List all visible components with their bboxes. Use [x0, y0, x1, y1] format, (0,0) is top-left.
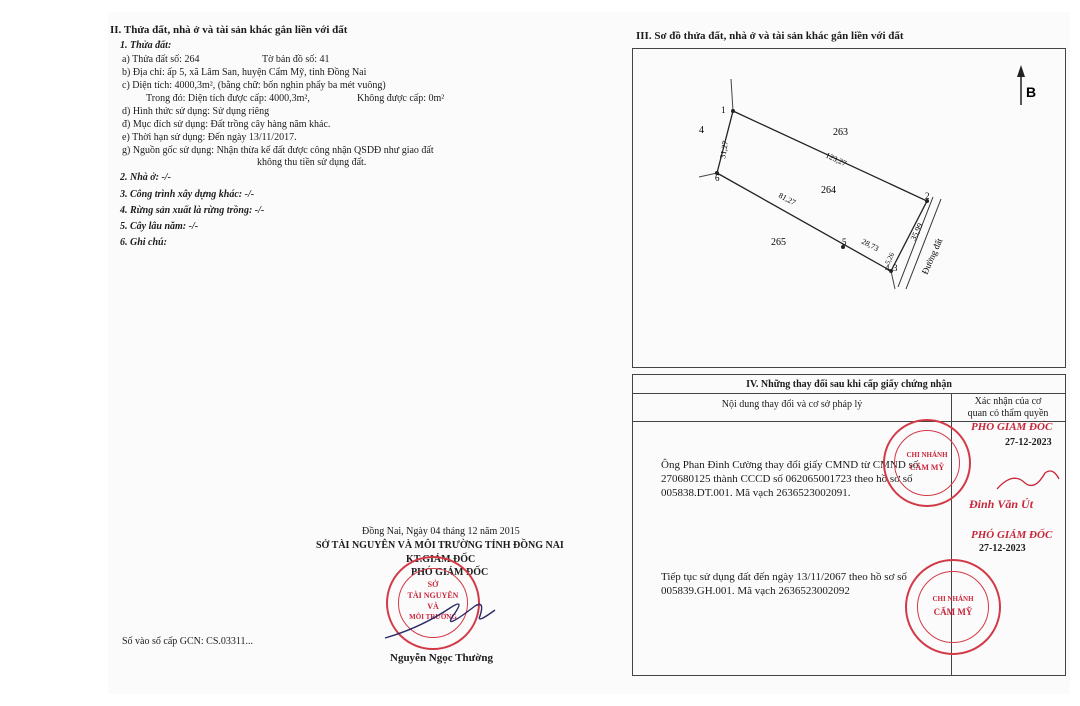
dim-bottom-1: 81,27 — [777, 190, 798, 208]
lot-264: 264 — [821, 185, 836, 196]
col-content-header: Nội dung thay đổi và cơ sở pháp lý — [721, 399, 863, 410]
point-5: 5 — [842, 237, 847, 247]
dim-bottom-2: 28,73 — [860, 236, 881, 254]
dim-right: 35,99 — [908, 221, 925, 242]
signature-right-1 — [993, 465, 1063, 495]
col-confirm-header-1: Xác nhận của cơ — [974, 396, 1042, 407]
usage-term: e) Thời hạn sử dụng: Đến ngày 13/11/2017. — [122, 132, 297, 143]
north-label: B — [1026, 84, 1037, 100]
official-seal: SỞ TÀI NGUYÊN VÀ MÔI TRƯỜNG — [386, 556, 480, 650]
point-6: 6 — [715, 173, 720, 183]
area-granted: Trong đó: Diện tích được cấp: 4000,3m², — [146, 93, 310, 104]
signature-left — [380, 588, 500, 648]
dim-small: 5,26 — [883, 251, 897, 266]
road-label: Đường đất — [919, 236, 945, 276]
map-sheet-number: Tờ bản đồ số: 41 — [262, 54, 330, 65]
signer-name: Nguyễn Ngọc Thường — [390, 652, 493, 664]
confirm-1-date: 27-12-2023 — [1005, 437, 1052, 448]
usage-origin-cont: không thu tiền sử dụng đất. — [257, 157, 367, 168]
changes-table — [632, 374, 1066, 676]
dim-left: 31,27 — [718, 140, 731, 160]
confirm-1-title: PHÓ GIÁM ĐỐC — [971, 421, 1053, 433]
area-not-granted: Không được cấp: 0m² — [357, 93, 445, 104]
parcel-number: a) Thửa đất số: 264 — [122, 54, 200, 65]
dim-top: 123,27 — [824, 150, 848, 169]
entry-1-line-3: 005838.DT.001. Mã vạch 2636523002091. — [661, 487, 851, 499]
lot-265: 265 — [771, 237, 786, 248]
house-item: 2. Nhà ở: -/- — [120, 172, 171, 183]
confirm-signer: Đinh Văn Út — [969, 497, 1034, 511]
entry-2-line-2: 005839.GH.001. Mã vạch 2636523002092 — [661, 585, 850, 597]
parcel-address: b) Địa chỉ: ấp 5, xã Lâm San, huyện Cẩm Mỹ, tỉnh Đồng Nai — [122, 67, 367, 78]
construction-item: 3. Công trình xây dựng khác: -/- — [120, 189, 255, 200]
issuing-agency: SỞ TÀI NGUYÊN VÀ MÔI TRƯỜNG TỈNH ĐỒNG NAI — [316, 540, 564, 551]
lot-4: 4 — [699, 125, 704, 136]
point-3: 3 — [893, 263, 898, 273]
notes-item: 6. Ghi chú: — [120, 237, 167, 248]
entry-1-line-1: Ông Phan Đình Cường thay đổi giấy CMND từ CMND số — [661, 459, 919, 471]
section-title: II. Thửa đất, nhà ở và tài sản khác gắn liền với đất — [110, 24, 348, 36]
perennial-item: 5. Cây lâu năm: -/- — [120, 221, 199, 232]
parcel-area: c) Diện tích: 4000,3m², (bằng chữ: bốn nghìn phẩy ba mét vuông) — [122, 80, 386, 91]
parcel-map — [632, 48, 1066, 368]
forest-item: 4. Rừng sản xuất là rừng trồng: -/- — [120, 205, 265, 216]
map-section-title: III. Sơ đồ thửa đất, nhà ở và tài sản khác gắn liền với đất — [636, 30, 904, 42]
point-4: 4 — [885, 263, 890, 273]
point-1: 1 — [721, 105, 726, 115]
col-confirm-header-2: quan có thẩm quyền — [967, 408, 1049, 419]
kt-director: KT.GIÁM ĐỐC — [406, 554, 476, 565]
parcel-subtitle: 1. Thửa đất: — [120, 40, 172, 51]
usage-purpose: đ) Mục đích sử dụng: Đất trồng cây hàng năm khác. — [122, 119, 331, 130]
confirm-2-date: 27-12-2023 — [979, 543, 1026, 554]
usage-origin: g) Nguồn gốc sử dụng: Nhận thừa kế đất được công nhận QSDĐ như giao đất — [122, 145, 434, 156]
changes-title: IV. Những thay đổi sau khi cấp giấy chứng nhận — [746, 379, 952, 390]
confirm-2-title: PHÓ GIÁM ĐỐC — [971, 529, 1053, 541]
entry-1-line-2: 270680125 thành CCCD số 062065001723 theo hồ sơ số — [661, 473, 913, 485]
north-arrow-icon — [1017, 65, 1025, 105]
deputy-director: PHÓ GIÁM ĐỐC — [411, 567, 489, 578]
point-2: 2 — [925, 191, 930, 201]
parcel-diagram — [633, 49, 1065, 367]
issue-book-number: Số vào sổ cấp GCN: CS.03311... — [122, 636, 254, 647]
lot-263: 263 — [833, 127, 848, 138]
entry-2-line-1: Tiếp tục sử dụng đất đến ngày 13/11/2067 theo hồ sơ số — [661, 571, 907, 583]
branch-seal-2: CHI NHÁNH CẨM MỸ — [905, 559, 1001, 655]
signing-date: Đồng Nai, Ngày 04 tháng 12 năm 2015 — [362, 526, 520, 537]
branch-seal-1: CHI NHÁNH CẨM MỸ — [883, 419, 971, 507]
usage-form: d) Hình thức sử dụng: Sử dụng riêng — [122, 106, 270, 117]
